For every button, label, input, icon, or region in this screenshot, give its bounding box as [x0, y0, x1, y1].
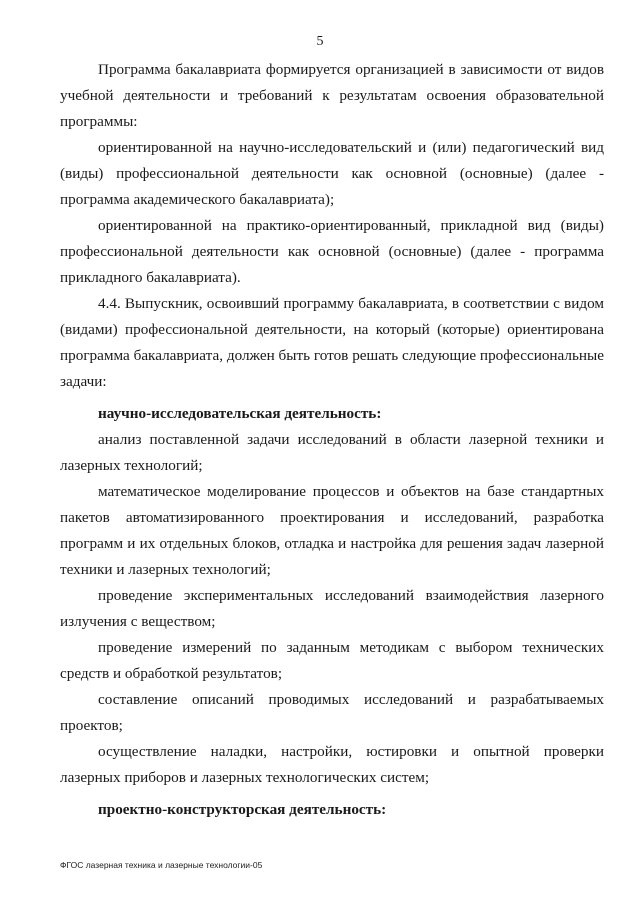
research-item: математическое моделирование процессов и объектов на базе стандартных пакетов автоматизированного проектирования и исследований, разработка программ и их отдельных блоков, отладка и настройка для решения задач лазерной техники и лазерных технологий; [60, 483, 604, 578]
page-number: 5 [316, 34, 324, 49]
research-item: анализ поставленной задачи исследований в области лазерной техники и лазерных технологий; [60, 431, 604, 474]
research-item: проведение измерений по заданным методикам с выбором технических средств и обработкой результатов; [60, 639, 604, 682]
document-body [60, 57, 604, 823]
paragraph-academic: ориентированной на научно-исследовательский и (или) педагогический вид (виды) профессиональной деятельности как основной (основные) (далее - программа академического бакалавриата); [60, 139, 604, 208]
paragraph-intro: Программа бакалавриата формируется организацией в зависимости от видов учебной деятельности и требований к результатам освоения образовательной программы: [60, 61, 604, 130]
paragraph-4-4: 4.4. Выпускник, освоивший программу бакалавриата, в соответствии с видом (видами) профессиональной деятельности, на который (которые) ориентирована программа бакалавриата, должен быть готов решать следующие профессиональные задачи: [60, 295, 604, 390]
heading-research-activity: научно-исследовательская деятельность: [98, 405, 382, 422]
footer-document-code: ФГОС лазерная техника и лазерные технологии-05 [60, 860, 263, 870]
research-item: осуществление наладки, настройки, юстировки и опытной проверки лазерных приборов и лазерных технологических систем; [60, 743, 604, 786]
heading-design-activity: проектно-конструкторская деятельность: [98, 801, 387, 818]
research-item: составление описаний проводимых исследований и разрабатываемых проектов; [60, 691, 604, 734]
research-item: проведение экспериментальных исследований взаимодействия лазерного излучения с веществом; [60, 587, 604, 630]
paragraph-applied: ориентированной на практико-ориентированный, прикладной вид (виды) профессиональной деятельности как основной (основные) (далее - программа прикладного бакалавриата). [60, 217, 604, 286]
